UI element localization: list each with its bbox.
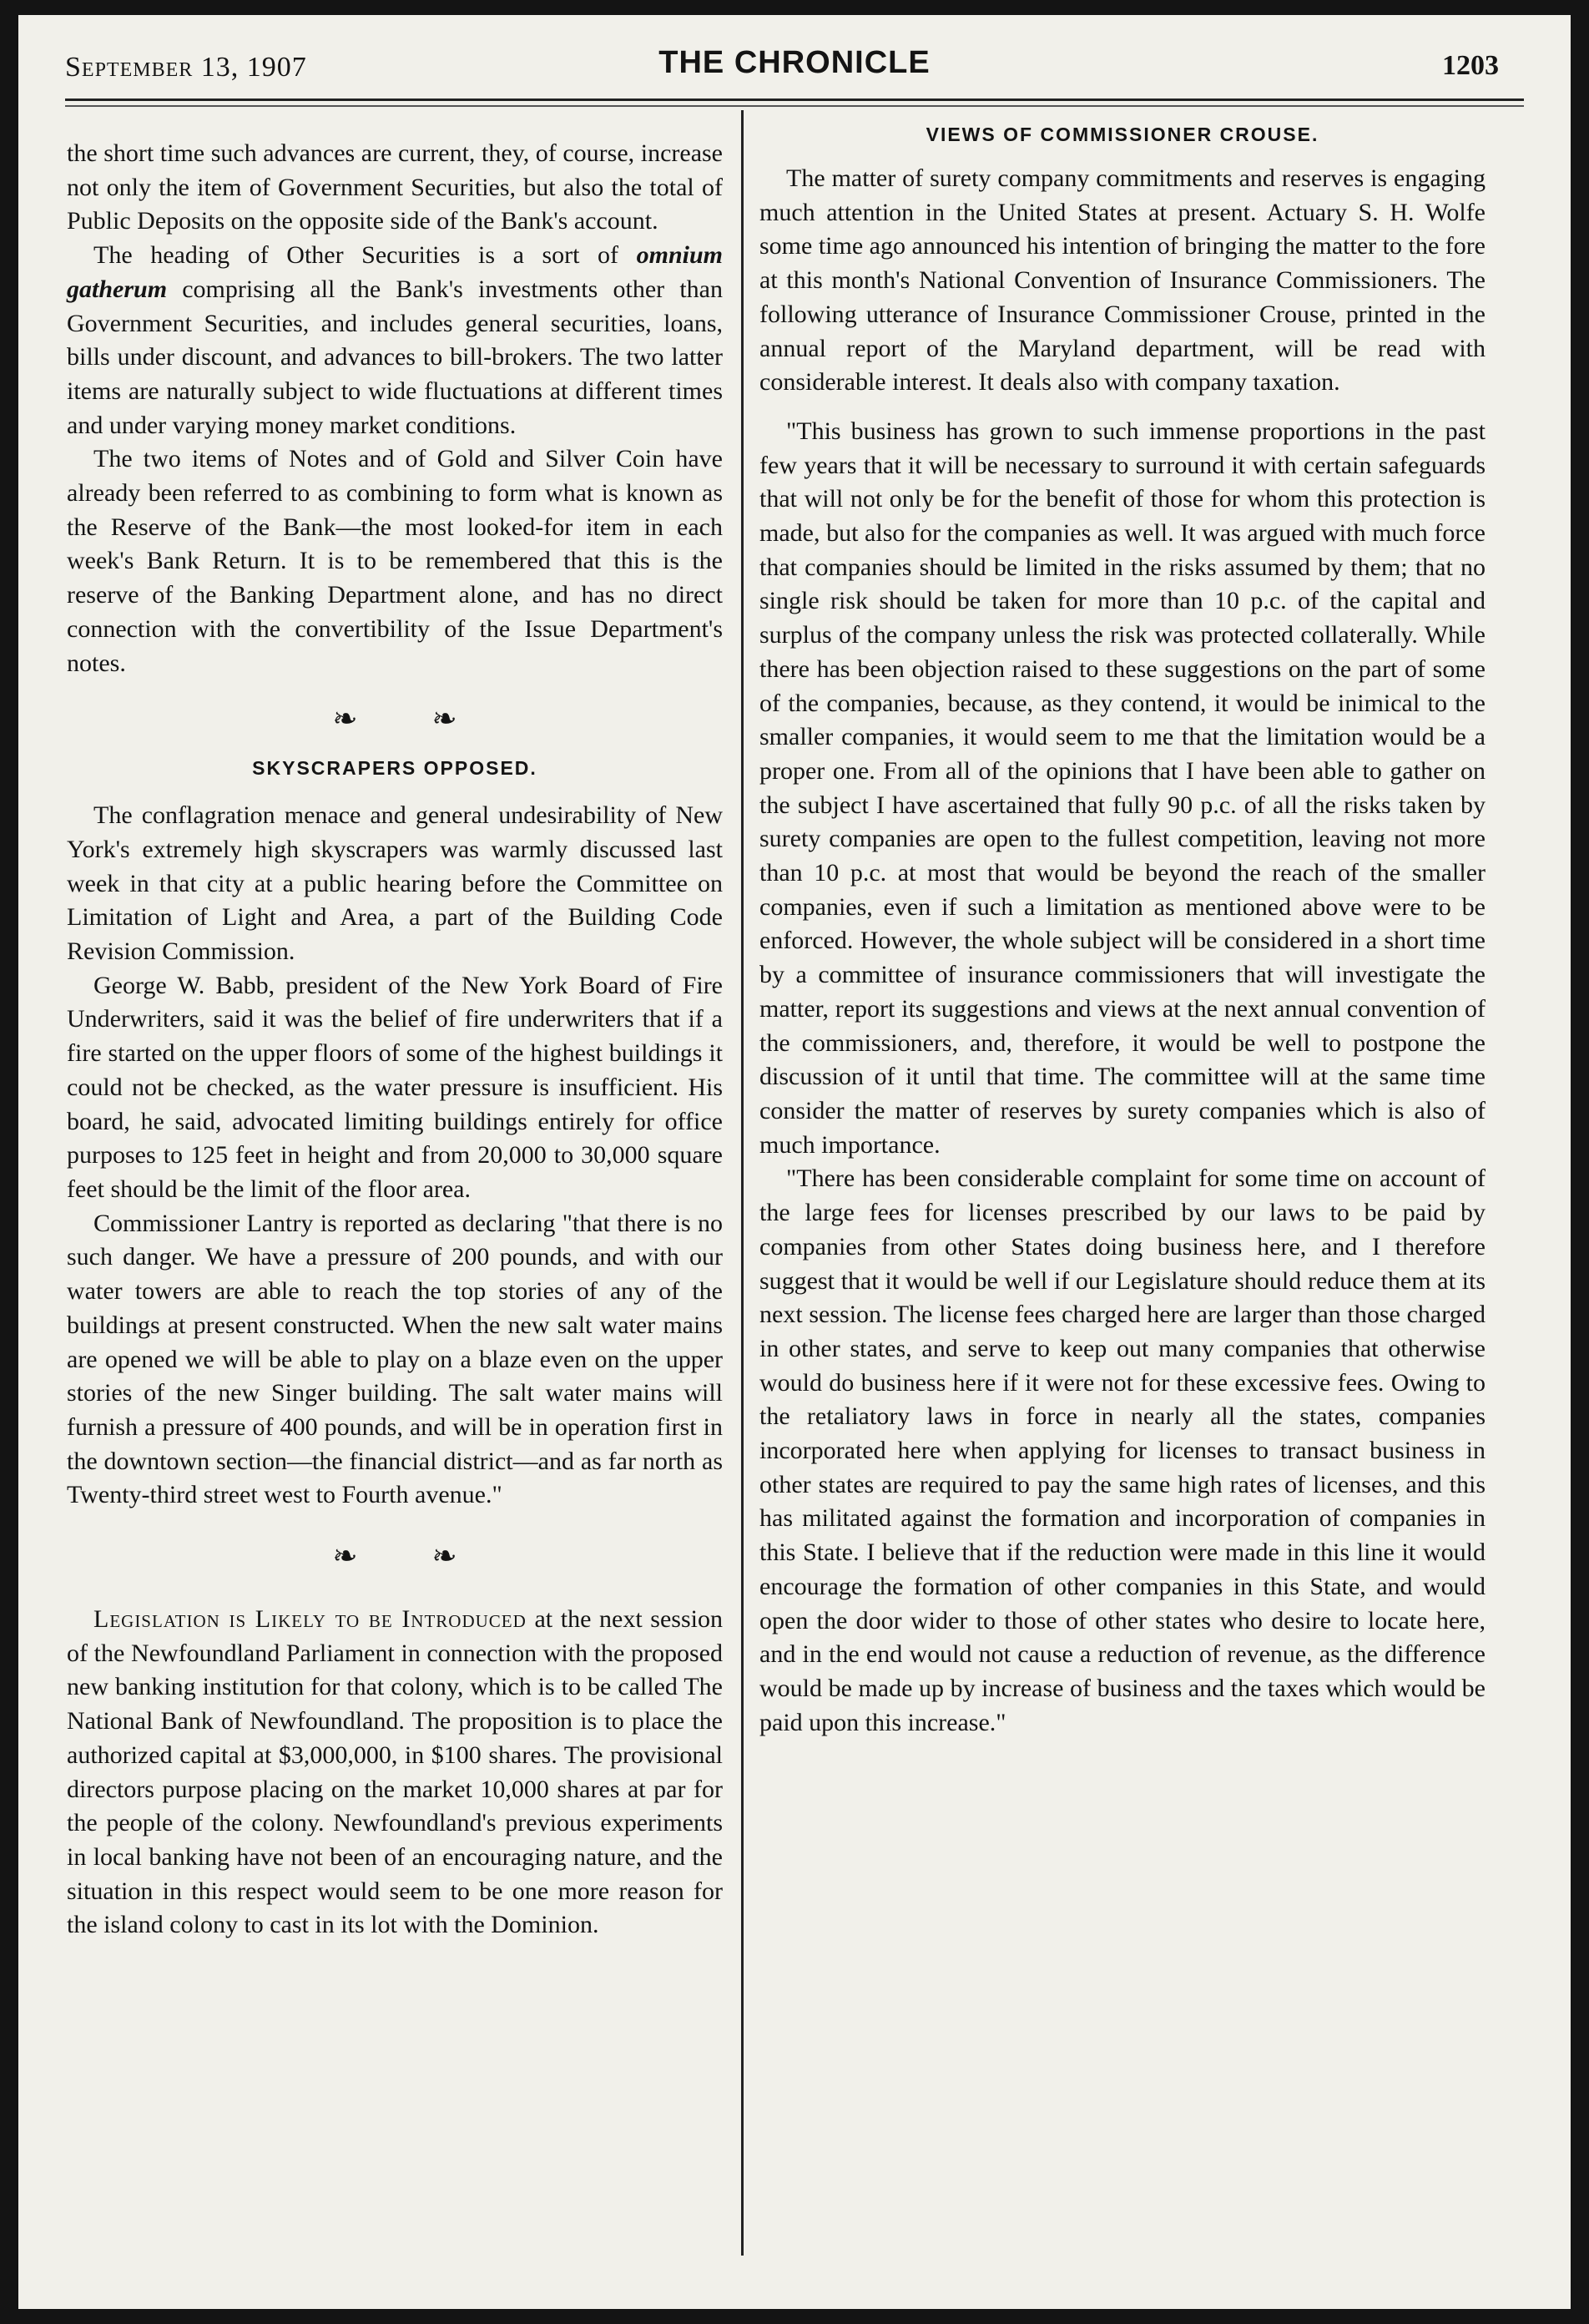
header-page-number: 1203 — [1442, 50, 1499, 81]
header-rule-thin — [65, 105, 1524, 107]
paragraph-securities-continued: the short time such advances are current, they, of course, increase not only the item of Government Securities, but also the total of Public Deposits on the opposite side of the Bank's account. — [67, 139, 723, 235]
right-column — [759, 122, 1486, 1740]
left-column — [67, 137, 723, 1943]
paragraph-newfoundland — [67, 1603, 723, 1943]
paragraph-crouse-quote-2: "There has been considerable complaint for some time on account of the large fees for licenses prescribed by our laws to be paid by companies from other States doing business here, and I therefore suggest that it would be well if our Legislature should reduce them at its next session. The license fees charged here are larger than those charged in other states, and serve to keep out many companies that otherwise would do business here if it were not for these excessive fees. Owing to the retaliatory laws in force in nearly all the states, companies incorporated here when applying for licenses to transact business in other states are required to pay the same high rates of licenses, and this has militated against the formation and incorporation of companies in this State. I believe that if the reduction were made in this line it would encourage the formation of other companies in this State, and would open the door wider to those of other states who desire to locate here, and in the end would not cause a reduction of revenue, as the difference would be made up by increase of business and the taxes which would be paid upon this increase." — [759, 1165, 1486, 1736]
other-securities-start: The heading of Other Securities is a sort of — [93, 241, 637, 270]
paragraph-lantry: Commissioner Lantry is reported as declaring "that there is no such danger. We have a pressure of 200 pounds, and with our water towers are able to reach the top stories of any of the buildings at present constructed. When the new salt water mains are opened we will be able to play on a blaze even on the upper stories of the new Singer building. The salt water mains will furnish a pressure of 400 pounds, and will be in operation first in the downtown section—the financial district—and as far north as Twenty-third street west to Fourth avenue." — [67, 1209, 723, 1509]
header-title: THE CHRONICLE — [658, 45, 931, 80]
ornament-divider: ❧ ❧ — [332, 1539, 491, 1574]
skyscrapers-heading: SKYSCRAPERS OPPOSED. — [252, 757, 537, 780]
paragraph-surety-intro: The matter of surety company commitments and reserves is engaging much attention in the United States at present. Actuary S. H. Wolfe some time ago announced his intention of bringing the matter to the fore at this month's National Convention of Insurance Commissioners. The following utterance of Insurance Commissioner Crouse, printed in the annual report of the Maryland department, will be read with considerable interest. It deals also with company taxation. — [759, 164, 1486, 397]
legislation-body: at the next session of the Newfoundland Parliament in connection with the proposed new banking institution for that colony, which is to be called The National Bank of Newfoundland. The proposition is to place the authorized capital at $3,000,000, in $100 shares. The provisional directors purpose placing on the market 10,000 shares at par for the people of the colony. Newfoundland's previous experiments in local banking have not been of an encouraging nature, and the situation in this respect would seem to be one more reason for the island colony to cast in its lot with the Dominion. — [67, 1605, 723, 1939]
omnium-gatherum-term: omnium gatherum — [67, 241, 723, 303]
paragraph-other-securities — [67, 239, 723, 442]
paragraph-reserve: The two items of Notes and of Gold and Silver Coin have already been referred to as combining to form what is known as the Reserve of the Bank—the most looked-for item in each week's Bank Return. It is to be remembered that this is the reserve of the Banking Department alone, and has no direct connection with the convertibility of the Issue Department's notes. — [67, 445, 723, 677]
paragraph-conflagration: The conflagration menace and general undesirability of New York's extremely high skyscrapers was warmly discussed last week in that city at a public hearing before the Committee on Limitation of Light and Area, a part of the Building Code Revision Commission. — [67, 801, 723, 966]
ornament-divider: ❧ ❧ — [332, 702, 491, 736]
other-securities-end: comprising all the Bank's investments other than Government Securities, and includes general securities, loans, bills under discount, and advances to bill-brokers. The two latter items are naturally subject to wide fluctuations at different times and under varying money market conditions. — [67, 275, 723, 439]
header-date: September 13, 1907 — [65, 52, 307, 83]
column-divider — [741, 110, 744, 2256]
legislation-lead-in: Legislation is Likely to be Introduced — [93, 1605, 527, 1634]
paragraph-babb: George W. Babb, president of the New York Board of Fire Underwriters, said it was the belief of fire underwriters that if a fire started on the upper floors of some of the highest buildings it could not be checked, as the water pressure is insufficient. His board, he said, advocated limiting buildings entirely for office purposes to 125 feet in height and from 20,000 to 30,000 square feet should be the limit of the floor area. — [67, 971, 723, 1203]
newspaper-page — [18, 15, 1571, 2309]
header-rule — [65, 99, 1524, 101]
crouse-heading: VIEWS OF COMMISSIONER CROUSE. — [926, 124, 1319, 145]
page-header — [65, 42, 1524, 92]
paragraph-crouse-quote-1: "This business has grown to such immense proportions in the past few years that it will be necessary to surround it with certain safeguards that will not only be for the benefit of those for whom this protection is made, but also for the companies as well. It was argued with much force that companies should be limited in the risks assumed by them; that no single risk should be taken for more than 10 p.c. of the capital and surplus of the company unless the risk was protected collaterally. While there has been objection raised to these suggestions on the part of some of the companies, because, as they contend, it would be inimical to the smaller companies, it would seem to me that the limitation would be a proper one. From all of the opinions that I have been able to gather on the subject I have ascertained that fully 90 p.c. of all the risks taken by surety companies are open to the fullest competition, leaving not more than 10 p.c. at most that would be beyond the reach of the smaller companies, even if such a limitation as mentioned above were to be enforced. However, the whole subject will be considered in a short time by a committee of insurance commissioners that will investigate the matter, report its suggestions and views at the next annual convention of the commissioners, and, therefore, it would be well to postpone the discussion of it until that time. The committee will at the same time consider the matter of reserves by surety companies which is also of much importance. — [759, 417, 1486, 1159]
